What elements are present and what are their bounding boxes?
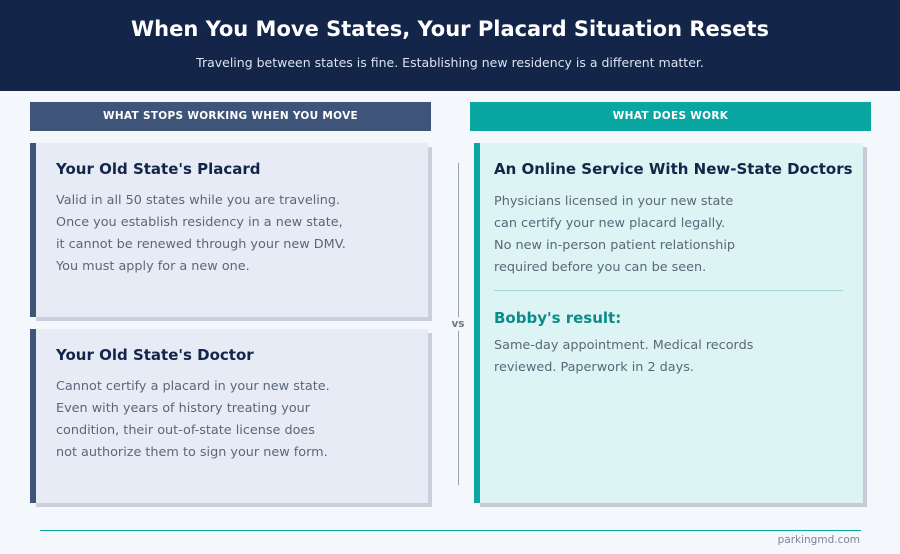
old-doctor-line: Even with years of history treating your (56, 401, 311, 416)
page-subtitle: Traveling between states is fine. Establishing new residency is a different matter. (196, 55, 704, 70)
old-placard-title: Your Old State's Placard (56, 160, 261, 178)
online-service-line: can certify your new placard legally. (494, 216, 726, 231)
old-doctor-card (30, 329, 428, 503)
result-line: reviewed. Paperwork in 2 days. (494, 360, 694, 375)
online-service-line: Physicians licensed in your new state (494, 194, 734, 209)
right-column-heading: WHAT DOES WORK (470, 102, 871, 131)
old-doctor-title: Your Old State's Doctor (56, 346, 254, 364)
result-line: Same-day appointment. Medical records (494, 338, 754, 353)
old-doctor-line: Cannot certify a placard in your new state. (56, 379, 330, 394)
old-placard-line: it cannot be renewed through your new DMV. (56, 237, 346, 252)
online-service-line: No new in-person patient relationship (494, 238, 736, 253)
old-placard-body (56, 190, 346, 278)
old-placard-line: You must apply for a new one. (56, 259, 250, 274)
card-panel (30, 329, 428, 503)
card-panel (474, 143, 863, 503)
vs-label: vs (446, 317, 470, 331)
footer-divider (40, 530, 861, 531)
old-placard-line: Once you establish residency in a new state, (56, 215, 343, 230)
online-service-card (474, 143, 863, 503)
left-column-heading: WHAT STOPS WORKING WHEN YOU MOVE (30, 102, 431, 131)
result-body (494, 335, 753, 379)
old-doctor-line: condition, their out-of-state license does (56, 423, 315, 438)
card-divider (494, 290, 843, 291)
old-placard-line: Valid in all 50 states while you are traveling. (56, 193, 341, 208)
old-doctor-body (56, 376, 330, 464)
result-title: Bobby's result: (494, 309, 622, 327)
online-service-body (494, 191, 735, 279)
footer-site: parkingmd.com (777, 534, 860, 546)
card-panel (30, 143, 428, 317)
online-service-line: required before you can be seen. (494, 260, 707, 275)
old-placard-card (30, 143, 428, 317)
header (0, 0, 900, 91)
online-service-title: An Online Service With New-State Doctors (494, 160, 853, 178)
page-title: When You Move States, Your Placard Situation Resets (130, 17, 770, 41)
old-doctor-line: not authorize them to sign your new form. (56, 445, 328, 460)
